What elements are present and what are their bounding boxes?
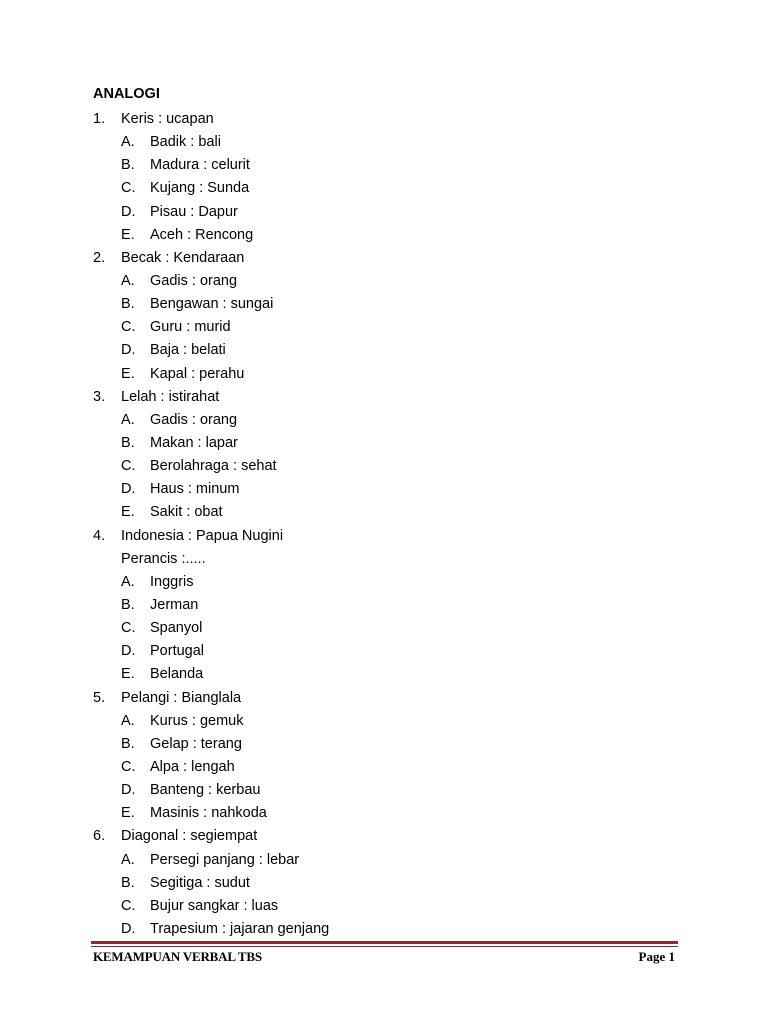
- answer-option: [93, 501, 693, 524]
- option-text: Banteng : kerbau: [150, 782, 261, 799]
- option-text: Haus : minum: [150, 481, 240, 498]
- option-text: Segitiga : sudut: [150, 874, 250, 891]
- option-letter: D.: [121, 782, 136, 799]
- question-number: 5.: [93, 689, 106, 706]
- option-letter: E.: [121, 365, 135, 382]
- question-text: Lelah : istirahat: [121, 388, 220, 405]
- answer-option: [93, 594, 693, 617]
- question-text: Diagonal : segiempat: [121, 828, 258, 845]
- option-text: Berolahraga : sehat: [150, 458, 277, 475]
- question-stem: [93, 825, 693, 848]
- option-text: Gelap : terang: [150, 735, 242, 752]
- question-number: 2.: [93, 249, 106, 266]
- answer-option: [93, 710, 693, 733]
- option-text: Kujang : Sunda: [150, 180, 250, 197]
- option-letter: D.: [121, 920, 136, 937]
- question-stem: [93, 525, 693, 548]
- option-text: Aceh : Rencong: [150, 226, 254, 243]
- option-text: Masinis : nahkoda: [150, 805, 267, 822]
- option-letter: B.: [121, 157, 135, 174]
- option-letter: A.: [121, 272, 135, 289]
- footer-title: KEMAMPUAN VERBAL TBS: [93, 949, 262, 964]
- answer-option: [93, 432, 693, 455]
- option-letter: C.: [121, 458, 136, 475]
- option-letter: A.: [121, 712, 135, 729]
- answer-option: [93, 571, 693, 594]
- answer-option: [93, 918, 693, 941]
- question-number: 1.: [93, 111, 106, 127]
- footer-rule: [91, 941, 678, 944]
- option-text: Baja : belati: [150, 342, 226, 359]
- option-text: Makan : lapar: [150, 434, 238, 451]
- page-title: ANALOGI: [93, 86, 160, 102]
- answer-option: [93, 224, 693, 247]
- option-text: Belanda: [150, 666, 204, 683]
- option-text: Kapal : perahu: [150, 365, 245, 382]
- option-letter: D.: [121, 203, 136, 220]
- question-list: [93, 108, 693, 941]
- option-letter: E.: [121, 666, 135, 683]
- answer-option: [93, 895, 693, 918]
- option-letter: B.: [121, 735, 135, 752]
- answer-option: [93, 617, 693, 640]
- answer-option: [93, 802, 693, 825]
- answer-option: [93, 756, 693, 779]
- question-text: Perancis :.....: [121, 550, 206, 567]
- question-stem: [93, 386, 693, 409]
- question-text: Becak : Kendaraan: [121, 249, 245, 266]
- option-text: Gadis : orang: [150, 411, 238, 428]
- question-text: Pelangi : Bianglala: [121, 689, 242, 706]
- option-text: Pisau : Dapur: [150, 203, 238, 220]
- option-text: Gadis : orang: [150, 272, 238, 289]
- answer-option: [93, 455, 693, 478]
- answer-option: [93, 640, 693, 663]
- option-text: Bengawan : sungai: [150, 296, 274, 313]
- option-text: Kurus : gemuk: [150, 712, 244, 729]
- option-letter: A.: [121, 411, 135, 428]
- option-text: Madura : celurit: [150, 157, 250, 174]
- question-stem: [93, 687, 693, 710]
- option-text: Jerman: [150, 596, 199, 613]
- answer-option: [93, 177, 693, 200]
- option-letter: B.: [121, 596, 135, 613]
- footer-rule-thin: [91, 946, 678, 947]
- answer-option: [93, 478, 693, 501]
- answer-option: [93, 201, 693, 224]
- option-letter: E.: [121, 805, 135, 822]
- answer-option: [93, 733, 693, 756]
- option-letter: E.: [121, 226, 135, 243]
- option-text: Persegi panjang : lebar: [150, 851, 300, 868]
- option-text: Alpa : lengah: [150, 758, 235, 775]
- option-letter: C.: [121, 897, 136, 914]
- question-number: 6.: [93, 828, 106, 845]
- option-text: Spanyol: [150, 620, 203, 637]
- answer-option: [93, 663, 693, 686]
- option-text: Badik : bali: [150, 134, 221, 151]
- answer-option: [93, 409, 693, 432]
- answer-option: [93, 293, 693, 316]
- option-text: Sakit : obat: [150, 504, 223, 521]
- answer-option: [93, 339, 693, 362]
- option-letter: C.: [121, 758, 136, 775]
- option-letter: C.: [121, 620, 136, 637]
- answer-option: [93, 363, 693, 386]
- question-stem: [93, 247, 693, 270]
- option-text: Guru : murid: [150, 319, 231, 336]
- option-text: Trapesium : jajaran genjang: [150, 920, 330, 937]
- question-stem: [93, 108, 693, 131]
- answer-option: [93, 131, 693, 154]
- answer-option: [93, 154, 693, 177]
- answer-option: [93, 270, 693, 293]
- answer-option: [93, 872, 693, 895]
- answer-option: [93, 849, 693, 872]
- option-letter: C.: [121, 319, 136, 336]
- option-letter: A.: [121, 573, 135, 590]
- question-number: 3.: [93, 388, 106, 405]
- option-letter: B.: [121, 296, 135, 313]
- option-letter: D.: [121, 342, 136, 359]
- option-letter: A.: [121, 134, 135, 151]
- page-number: Page 1: [638, 949, 675, 964]
- option-text: Inggris: [150, 573, 194, 590]
- question-text: Keris : ucapan: [121, 111, 214, 127]
- option-letter: C.: [121, 180, 136, 197]
- option-text: Bujur sangkar : luas: [150, 897, 279, 914]
- question-text: Indonesia : Papua Nugini: [121, 527, 284, 544]
- option-letter: D.: [121, 481, 136, 498]
- option-text: Portugal: [150, 643, 205, 660]
- option-letter: D.: [121, 643, 136, 660]
- option-letter: A.: [121, 851, 135, 868]
- option-letter: B.: [121, 874, 135, 891]
- question-number: 4.: [93, 527, 106, 544]
- option-letter: B.: [121, 434, 135, 451]
- answer-option: [93, 316, 693, 339]
- option-letter: E.: [121, 504, 135, 521]
- question-stem-continuation: [93, 548, 693, 571]
- answer-option: [93, 779, 693, 802]
